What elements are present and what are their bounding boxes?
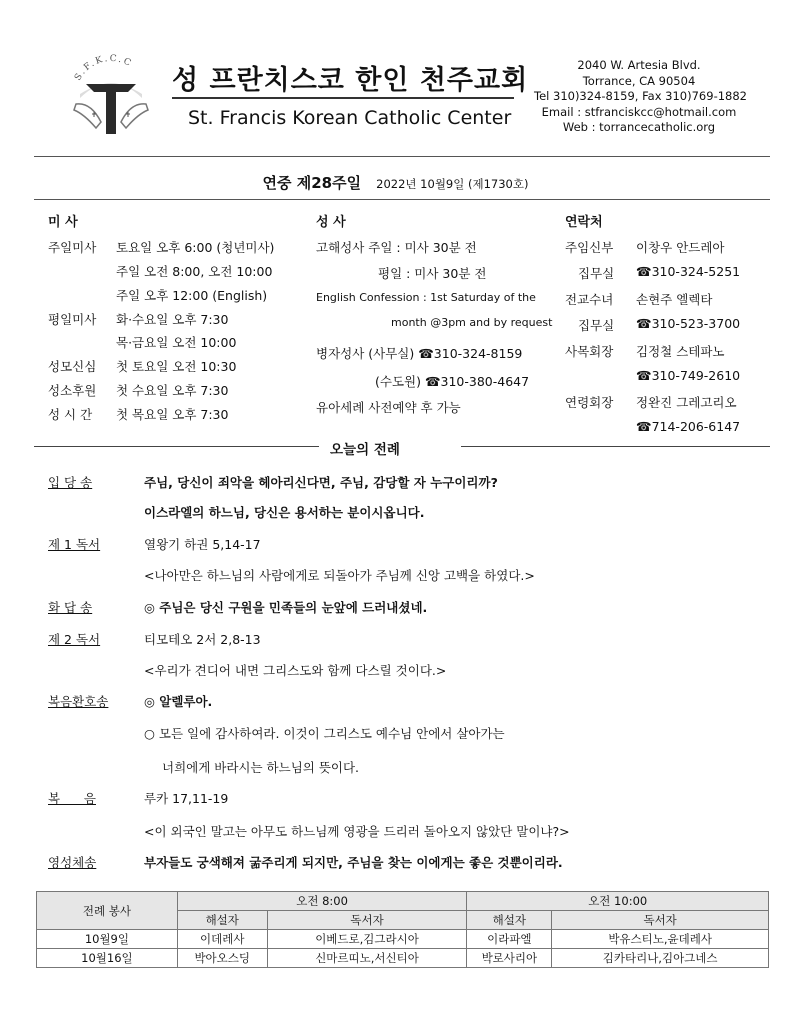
table-row: [37, 949, 769, 968]
contact-value: 손현주 엘렉타: [636, 292, 713, 307]
contact-value: 이창우 안드레아: [636, 240, 725, 255]
sacrament-line: (수도원) ☎310-380-4647: [375, 374, 530, 389]
title-divider: [172, 97, 514, 99]
contact-value: ☎310-324-5251: [636, 264, 741, 279]
sacrament-line: English Confession : 1st Saturday of the: [316, 291, 536, 304]
mass-time: 주일 오후 12:00 (English): [116, 288, 268, 303]
mass-time: 목·금요일 오전 10:00: [116, 335, 237, 350]
email-address: Email : stfranciskcc@hotmail.com: [541, 104, 737, 119]
header-divider: [34, 156, 770, 157]
service-date: 10월16일: [37, 949, 178, 968]
reading1-summary: <나아만은 하느님의 사람에게로 되돌아가 주님께 신앙 고백을 하였다.>: [144, 568, 535, 583]
sacrament-line: 평일 : 미사 30분 전: [378, 266, 487, 281]
parish-title-english: St. Francis Korean Catholic Center: [188, 107, 512, 129]
psalm-label: 화 답 송: [48, 600, 93, 615]
commentator-8am: 박아오스딩: [177, 949, 267, 968]
commentator-header: 해설자: [177, 911, 267, 930]
mass-time: 화·수요일 오후 7:30: [116, 312, 229, 327]
contact-heading: 연락처: [565, 215, 603, 230]
week-heading: [0, 172, 791, 193]
lector-header: 독서자: [552, 911, 769, 930]
communion-antiphon: 부자들도 궁색해져 굶주리게 되지만, 주님을 찾는 이에게는 좋은 것뿐이리라.: [144, 855, 563, 870]
contact-value: ☎310-749-2610: [636, 368, 741, 383]
communion-label: 영성체송: [48, 855, 97, 870]
commentator-8am: 이데레사: [177, 930, 267, 949]
contact-label: 집무실: [578, 266, 615, 281]
section-rule-left: [34, 446, 319, 447]
parish-logo: [66, 44, 156, 144]
table-corner-header: 전례 봉사: [37, 892, 178, 930]
reading2-summary: <우리가 견디어 내면 그리스도와 함께 다스릴 것이다.>: [144, 663, 447, 678]
entrance-label: 입 당 송: [48, 475, 93, 490]
table-header-row: [37, 892, 769, 911]
service-date: 10월9일: [37, 930, 178, 949]
responsorial-psalm: ◎ 주님은 당신 구원을 민족들의 눈앞에 드러내셨네.: [144, 600, 428, 615]
phone-fax: Tel 310)324-8159, Fax 310)769-1882: [534, 89, 747, 103]
commentator-10am: 이라파엘: [467, 930, 552, 949]
mass-time: 첫 수요일 오후 7:30: [116, 383, 229, 398]
sacrament-line: 병자성사 (사무실) ☎310-324-8159: [316, 346, 523, 361]
contact-address-block: [534, 58, 747, 136]
table-row: [37, 930, 769, 949]
mass-time: 주일 오전 8:00, 오전 10:00: [116, 264, 273, 279]
commentator-header: 해설자: [467, 911, 552, 930]
logo-text: S.F.K.C.C: [73, 53, 134, 83]
contact-value: ☎714-206-6147: [636, 419, 741, 434]
reading2-label: 제 2 독서: [48, 632, 101, 647]
week-date: 2022년 10월9일 (제1730호): [376, 177, 529, 191]
city-address: Torrance, CA 90504: [582, 73, 696, 88]
parish-title-korean: 성 프란치스코 한인 천주교회: [172, 65, 529, 96]
contact-value: ☎310-523-3700: [636, 316, 741, 331]
alleluia-label: 복음환호송: [48, 694, 109, 709]
lectors-8am: 신마르띠노,서신티아: [267, 949, 467, 968]
reading2-reference: 티모테오 2서 2,8-13: [144, 632, 261, 647]
entrance-antiphon: 이스라엘의 하느님, 당신은 용서하는 분이시옵니다.: [144, 505, 425, 520]
mass-label: 성 시 간: [48, 407, 93, 422]
contact-label: 전교수녀: [565, 292, 614, 307]
liturgy-heading: 오늘의 전례: [330, 442, 400, 458]
contact-label: 사목회장: [565, 344, 614, 359]
alleluia-verse: ○ 모든 일에 감사하여라. 이것이 그리스도 예수님 안에서 살아가는: [144, 726, 505, 741]
street-address: 2040 W. Artesia Blvd.: [577, 58, 701, 72]
sacrament-line: 고해성사 주일 : 미사 30분 전: [316, 240, 477, 255]
mass-8am-header: 오전 8:00: [177, 892, 467, 911]
entrance-antiphon: 주님, 당신이 죄악을 헤아리신다면, 주님, 감당할 자 누구이리까?: [144, 475, 498, 490]
lectors-8am: 이베드로,김그라시아: [267, 930, 467, 949]
contact-label: 집무실: [578, 318, 615, 333]
website: Web : torrancecatholic.org: [562, 120, 716, 134]
alleluia: ◎ 알렐루아.: [144, 694, 213, 709]
sacrament-line: month @3pm and by request: [391, 316, 553, 329]
sacrament-heading: 성 사: [316, 215, 346, 230]
mass-heading: 미 사: [48, 215, 78, 230]
contact-value: 김정철 스테파노: [636, 344, 725, 359]
lectors-10am: 김카타리나,김아그네스: [552, 949, 769, 968]
reading1-reference: 열왕기 하권 5,14-17: [144, 537, 261, 552]
reading1-label: 제 1 독서: [48, 537, 101, 552]
liturgy-service-table: [36, 891, 769, 968]
lectors-10am: 박유스티노,윤데레사: [552, 930, 769, 949]
mass-label: 평일미사: [48, 312, 97, 327]
gospel-reference: 루카 17,11-19: [144, 791, 229, 806]
commentator-10am: 박로사리아: [467, 949, 552, 968]
mass-time: 첫 토요일 오전 10:30: [116, 359, 237, 374]
section-rule-right: [461, 446, 770, 447]
lector-header: 독서자: [267, 911, 467, 930]
alleluia-verse: 너희에게 바라시는 하느님의 뜻이다.: [162, 760, 360, 775]
contact-value: 정완진 그레고리오: [636, 395, 737, 410]
contact-label: 연령회장: [565, 395, 614, 410]
contact-label: 주임신부: [565, 240, 614, 255]
svg-text:S.F.K.C.C: [73, 54, 134, 83]
mass-label: 주일미사: [48, 240, 97, 255]
mass-time: 첫 목요일 오후 7:30: [116, 407, 229, 422]
week-title: 연중 제28주일: [262, 174, 362, 192]
mass-label: 성소후원: [48, 383, 97, 398]
mass-time: 토요일 오후 6:00 (청년미사): [116, 240, 275, 255]
gospel-label: 복 음: [48, 791, 96, 806]
mass-label: 성모신심: [48, 359, 97, 374]
sacrament-line: 유아세례 사전예약 후 가능: [316, 400, 461, 415]
gospel-summary: <이 외국인 말고는 아무도 하느님께 영광을 드리러 돌아오지 않았단 말이냐?>: [144, 824, 570, 839]
week-divider: [34, 199, 770, 200]
mass-10am-header: 오전 10:00: [467, 892, 769, 911]
